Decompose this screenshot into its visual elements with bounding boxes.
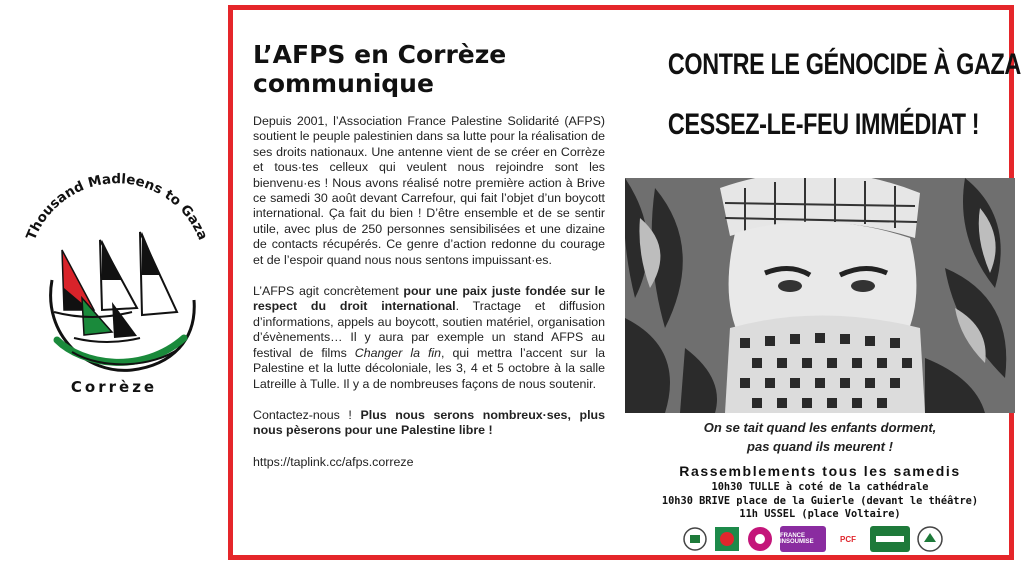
poster: [625, 40, 1021, 560]
partner-logos: [683, 524, 963, 554]
thousand-madleens-logo: [12, 170, 217, 400]
article-column: [253, 40, 605, 470]
p2-start: L’AFPS agit concrètement: [253, 284, 404, 299]
partner-logo-green: [870, 526, 910, 552]
partner-logo-2: [714, 526, 740, 552]
logo-graphic: [12, 170, 217, 400]
rassemblements-heading: Rassemblements tous les samedis: [679, 463, 961, 479]
poster-headline-1: CONTRE LE GÉNOCIDE À GAZA: [667, 48, 1021, 81]
logo-arc-text: Thousand Madleens to Gaza: [23, 171, 211, 243]
schedule-brive: 10h30 BRIVE place de la Guierle (devant le théâtre): [661, 495, 979, 507]
poster-quote: [625, 418, 1015, 456]
p2-mid: . Tractage et diffusion d’informations, appels au boycott, soutien matériel, organisation d’évènements… Il y aura par exemple un stand AFPS au festival de films: [253, 299, 605, 360]
p2-italic: Changer la fin: [354, 345, 442, 360]
partner-logo-last: [917, 526, 943, 552]
communique-frame: [228, 5, 1021, 560]
p2-bold: pour une paix juste fondée sur le respect du droit international: [253, 284, 606, 314]
france-insoumise-logo: FRANCE INSOUMISE: [780, 526, 826, 552]
article-title: [253, 40, 605, 98]
pcf-logo: PCF: [840, 534, 856, 544]
keffiyeh-portrait-image: [625, 178, 1015, 413]
p3-start: Contactez-nous !: [253, 407, 361, 422]
quote-line-1: On se tait quand les enfants dorment,: [703, 420, 937, 435]
partner-logo-1: [683, 526, 707, 552]
p2-end: , qui mettra l’accent sur la Palestine et la lutte décoloniale, les 3, 4 et 5 octobre à la salle Latreille à Tulle. Il y a de nombreuses façons de nous soutenir.: [253, 345, 605, 391]
paragraph-2: [253, 284, 605, 392]
partner-logo-3: [747, 526, 773, 552]
logo-bottom-text: Corrèze: [70, 378, 158, 396]
poster-headline-2: CESSEZ-LE-FEU IMMÉDIAT !: [667, 108, 980, 141]
paragraph-1: Depuis 2001, l’Association France Palestine Solidarité (AFPS) soutient le peuple palestinien dans sa lutte pour la réalisation de ses droits nationaux. Une antenne vient de se créer en Corrèze et tous·tes celleux qui veulent nous rejoindre sont les bienvenu·es ! Nous avons réalisé notre première action à Brive ce samedi 30 août devant Carrefour, qui fait l’objet d’un boycott international. Ça fait du bien ! D’être ensemble et de se sentir utile, avec plus de 250 personnes sensibilisées et une dizaine de contacts récupérés. Ce genre d’action redonne du courage et de l’espoir quand nous nous sentons impuissant·es.: [253, 114, 605, 267]
schedule-tulle: 10h30 TULLE à coté de la cathédrale: [711, 481, 929, 493]
p3-bold: Plus nous serons nombreux·ses, plus nous pèserons pour une Palestine libre !: [253, 407, 605, 438]
title-line-1: L’AFPS en Corrèze: [253, 40, 507, 69]
schedule-ussel: 11h USSEL (place Voltaire): [739, 508, 901, 520]
title-line-2: communique: [253, 69, 434, 98]
taplink-url[interactable]: https://taplink.cc/afps.correze: [253, 454, 414, 469]
paragraph-3: [253, 408, 605, 439]
quote-line-2: pas quand ils meurent !: [747, 439, 893, 454]
